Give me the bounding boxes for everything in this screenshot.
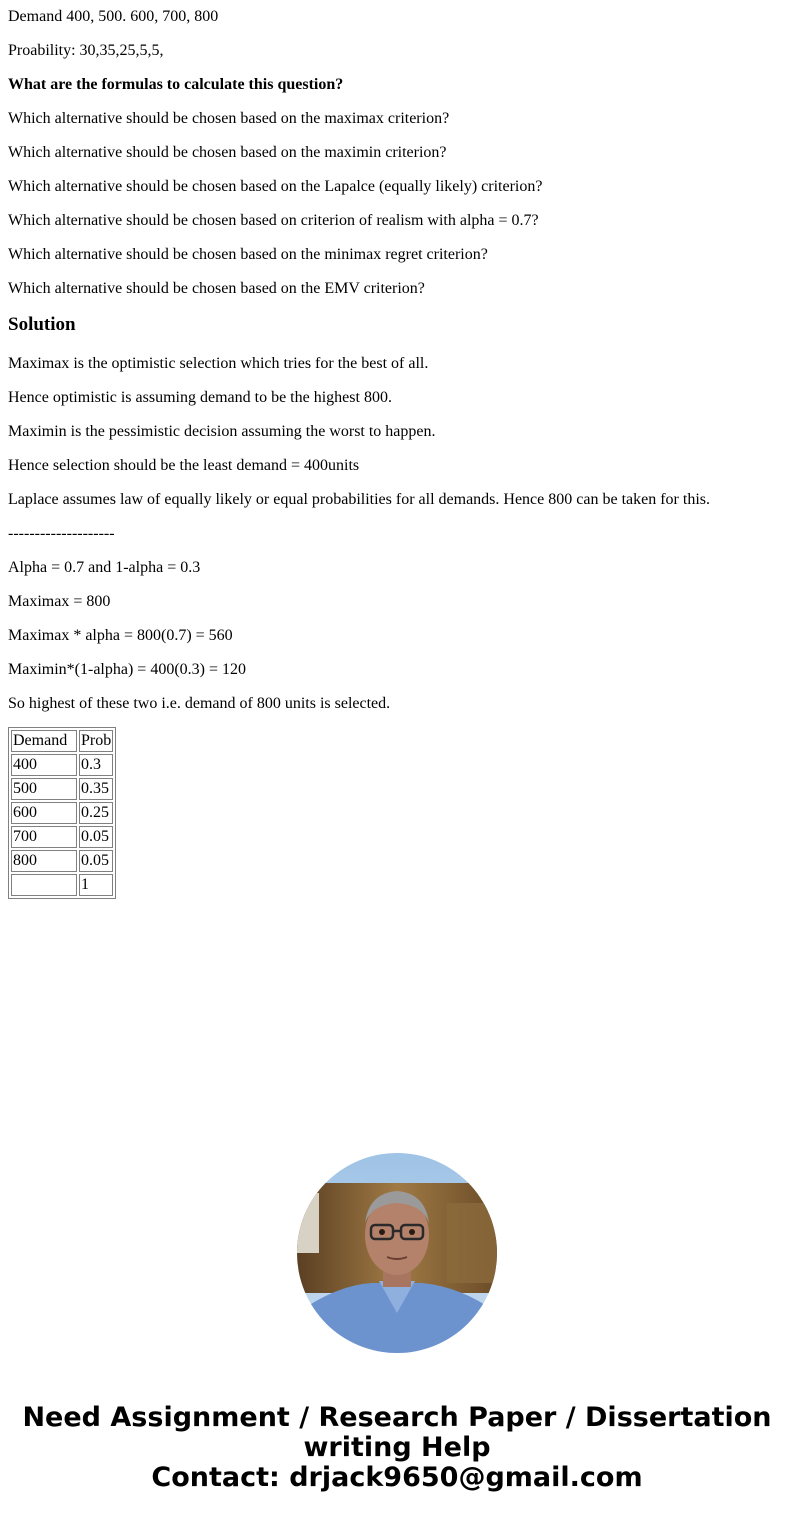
question-maximin: Which alternative should be chosen based on the maximin criterion? bbox=[8, 144, 447, 161]
table-cell bbox=[11, 874, 77, 896]
question-emv: Which alternative should be chosen based on the EMV criterion? bbox=[8, 280, 425, 297]
portrait-photo bbox=[297, 1153, 497, 1353]
table-header-cell: Prob bbox=[79, 730, 113, 752]
formulas-heading: What are the formulas to calculate this question? bbox=[8, 76, 344, 93]
question-maximax: Which alternative should be chosen based on the maximax criterion? bbox=[8, 110, 450, 127]
contact-email: Contact: drjack9650@gmail.com bbox=[151, 1462, 643, 1493]
table-cell: 600 bbox=[11, 802, 77, 824]
solution-paragraph: Laplace assumes law of equally likely or equal probabilities for all demands. Hence 800 can be taken for this. bbox=[8, 491, 710, 508]
solution-paragraph: Alpha = 0.7 and 1-alpha = 0.3 bbox=[8, 559, 201, 576]
question-realism: Which alternative should be chosen based on criterion of realism with alpha = 0.7? bbox=[8, 212, 539, 229]
table-cell: 800 bbox=[11, 850, 77, 872]
table-header-row bbox=[11, 730, 113, 752]
solution-paragraph: Maximax * alpha = 800(0.7) = 560 bbox=[8, 627, 233, 644]
question-minimax-regret: Which alternative should be chosen based on the minimax regret criterion? bbox=[8, 246, 488, 263]
table-row bbox=[11, 802, 113, 824]
solution-paragraph: Hence selection should be the least demand = 400units bbox=[8, 457, 360, 474]
promo-line: writing Help bbox=[303, 1432, 491, 1463]
demand-probability-table bbox=[8, 727, 116, 899]
table-cell: 700 bbox=[11, 826, 77, 848]
solution-heading: Solution bbox=[8, 314, 76, 335]
solution-paragraph: Maximax is the optimistic selection which tries for the best of all. bbox=[8, 355, 429, 372]
table-cell: 0.25 bbox=[79, 802, 113, 824]
table-row bbox=[11, 826, 113, 848]
table-header-cell: Demand bbox=[11, 730, 77, 752]
author-avatar bbox=[297, 1153, 497, 1353]
table-cell: 0.05 bbox=[79, 826, 113, 848]
question-laplace: Which alternative should be chosen based on the Lapalce (equally likely) criterion? bbox=[8, 178, 543, 195]
table-cell: 1 bbox=[79, 874, 113, 896]
table-total-row bbox=[11, 874, 113, 896]
solution-paragraph: Maximin is the pessimistic decision assuming the worst to happen. bbox=[8, 423, 436, 440]
table-cell: 400 bbox=[11, 754, 77, 776]
separator-line: -------------------- bbox=[8, 525, 115, 542]
demand-line: Demand 400, 500. 600, 700, 800 bbox=[8, 8, 219, 25]
solution-paragraph: Hence optimistic is assuming demand to be the highest 800. bbox=[8, 389, 392, 406]
table-row bbox=[11, 850, 113, 872]
table-row bbox=[11, 778, 113, 800]
promo-footer bbox=[0, 1403, 794, 1493]
table-cell: 0.05 bbox=[79, 850, 113, 872]
solution-paragraph: Maximax = 800 bbox=[8, 593, 111, 610]
table-cell: 0.3 bbox=[79, 754, 113, 776]
table-cell: 500 bbox=[11, 778, 77, 800]
probability-line: Proability: 30,35,25,5,5, bbox=[8, 42, 164, 59]
promo-line: Need Assignment / Research Paper / Dissertation bbox=[22, 1402, 772, 1433]
solution-paragraph: Maximin*(1-alpha) = 400(0.3) = 120 bbox=[8, 661, 246, 678]
table-cell: 0.35 bbox=[79, 778, 113, 800]
table-row bbox=[11, 754, 113, 776]
solution-paragraph: So highest of these two i.e. demand of 800 units is selected. bbox=[8, 695, 391, 712]
